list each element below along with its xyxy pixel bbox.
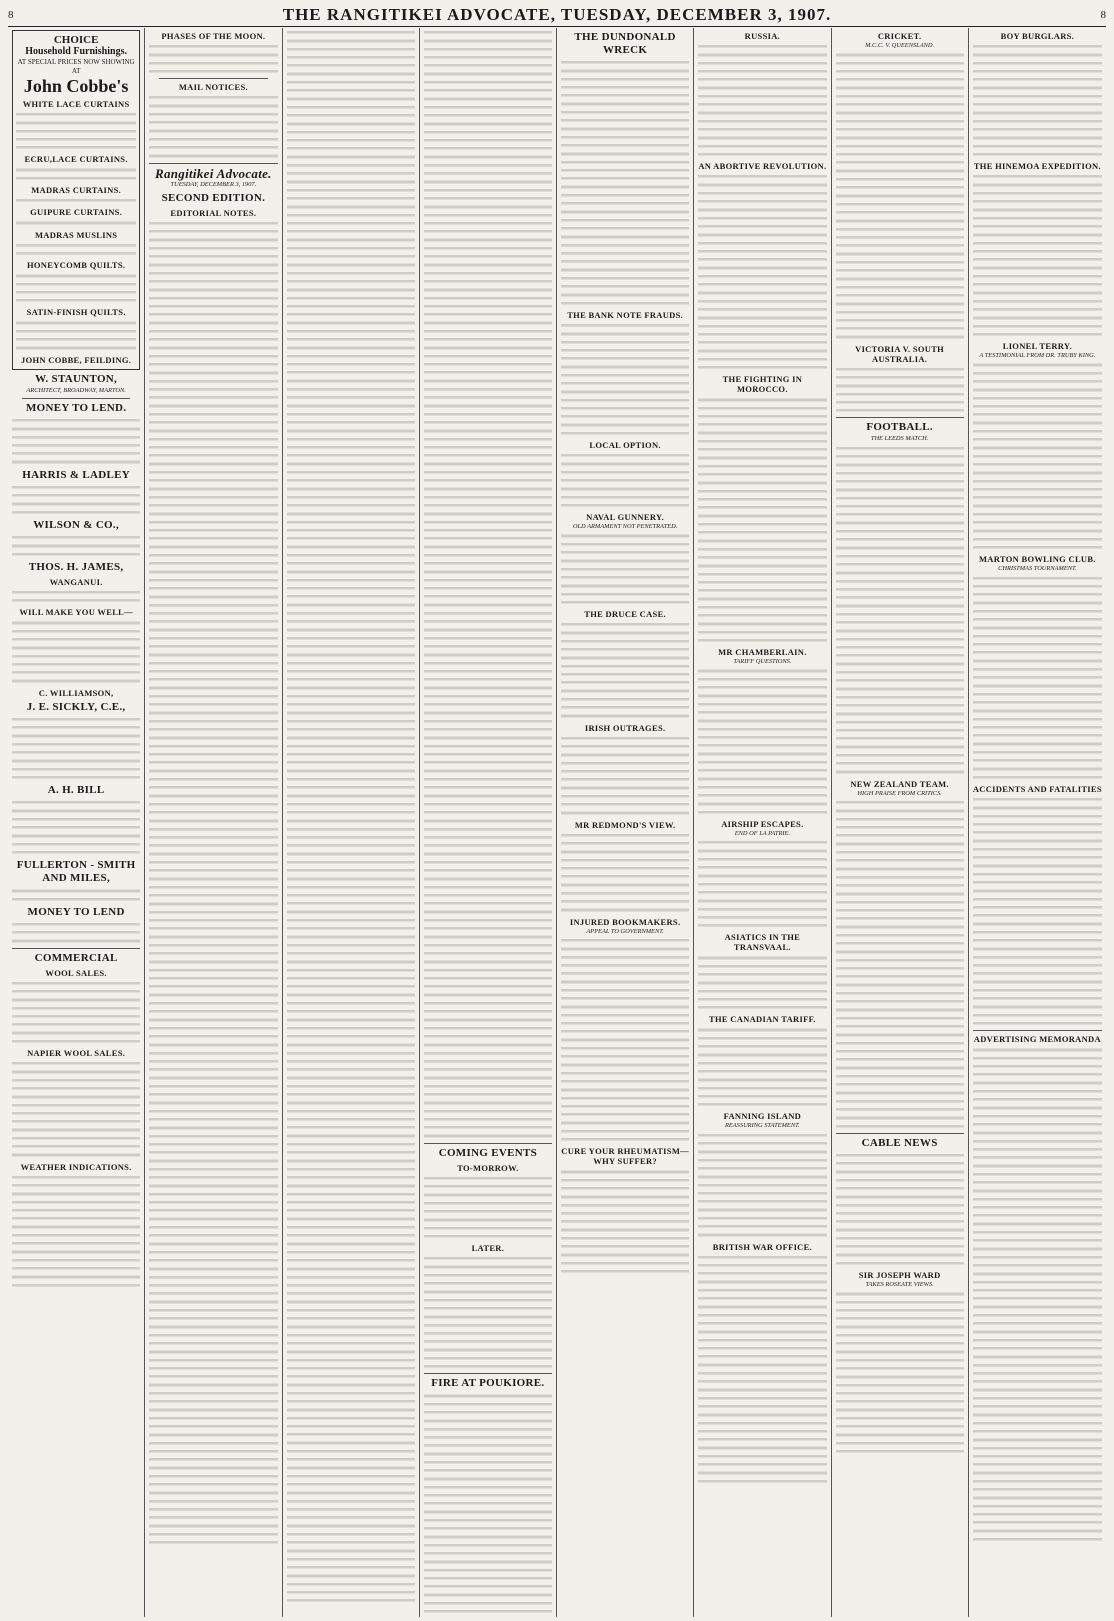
williamson-heading: C. WILLIAMSON, bbox=[38, 687, 114, 698]
wool-text bbox=[12, 979, 140, 1045]
lace-text bbox=[16, 110, 136, 151]
divider bbox=[424, 1373, 552, 1374]
madras-text bbox=[16, 196, 136, 204]
wool-heading: WOOL SALES. bbox=[45, 967, 107, 978]
later-heading: LATER. bbox=[471, 1243, 505, 1254]
harris-heading: HARRIS & LADLEY bbox=[22, 468, 131, 481]
divider bbox=[22, 398, 130, 399]
tomorrow-heading: TO-MORROW. bbox=[457, 1162, 519, 1173]
irish-text bbox=[561, 734, 689, 817]
cable-text bbox=[836, 1151, 964, 1267]
divider bbox=[12, 948, 140, 949]
airship-heading: AIRSHIP ESCAPES. bbox=[721, 818, 804, 829]
page-number-right: 8 bbox=[1100, 9, 1106, 21]
advertising-text bbox=[973, 1045, 1102, 1543]
mcc-sub: M.C.C. V. QUEENSLAND. bbox=[865, 42, 935, 49]
divider bbox=[149, 163, 277, 164]
fanning-text bbox=[698, 1131, 826, 1239]
russia-text bbox=[698, 42, 826, 158]
morocco-heading: THE FIGHTING IN MOROCCO. bbox=[722, 374, 803, 395]
moon-heading: PHASES OF THE MOON. bbox=[161, 31, 266, 41]
divider bbox=[836, 417, 964, 418]
money2-heading: MONEY TO LEND bbox=[27, 905, 125, 918]
asiatics-text bbox=[698, 953, 826, 1011]
sickly-heading: J. E. SICKLY, C.E., bbox=[26, 700, 126, 713]
russia-heading: RUSSIA. bbox=[744, 31, 781, 41]
money-text bbox=[12, 416, 140, 466]
column-3 bbox=[283, 28, 420, 1617]
page-number-left: 8 bbox=[8, 9, 14, 21]
druce-heading: THE DRUCE CASE. bbox=[584, 609, 666, 620]
canadian-heading: THE CANADIAN TARIFF. bbox=[709, 1014, 816, 1025]
weather-heading: WEATHER INDICATIONS. bbox=[20, 1161, 132, 1172]
boy-heading: BOY BURGLARS. bbox=[1000, 31, 1075, 41]
column-6 bbox=[694, 28, 831, 1617]
second-edition: SECOND EDITION. bbox=[161, 191, 266, 204]
wanganui-heading: WANGANUI. bbox=[49, 576, 103, 587]
naval-text bbox=[561, 531, 689, 606]
reassuring-sub: REASSURING STATEMENT. bbox=[724, 1122, 800, 1130]
satin-text bbox=[16, 318, 136, 351]
paper-name: Rangitikei Advocate. bbox=[155, 165, 272, 181]
advertising-heading: ADVERTISING MEMORANDA bbox=[973, 1034, 1101, 1045]
ad-satin: SATIN-FINISH QUILTS. bbox=[26, 307, 126, 318]
muslins-text bbox=[16, 241, 136, 258]
hinemoa-text bbox=[973, 172, 1102, 338]
divider bbox=[973, 1030, 1102, 1031]
testimonial-sub: A TESTIMONIAL FROM DR. TRUBY KING. bbox=[979, 352, 1096, 360]
lionel-text bbox=[973, 360, 1102, 551]
ad-muslins: MADRAS MUSLINS bbox=[34, 229, 118, 240]
cough-heading: CURE YOUR RHEUMATISM—WHY SUFFER? bbox=[561, 1146, 689, 1167]
cough-text bbox=[561, 1167, 689, 1275]
dundonald-heading: THE DUNDONALD WRECK bbox=[574, 31, 676, 56]
druce-text bbox=[561, 620, 689, 720]
column-4-text-top bbox=[424, 28, 552, 1140]
sickly-text bbox=[12, 715, 140, 781]
staunton-sub: ARCHITECT, BROADWAY, MARTON. bbox=[26, 386, 126, 394]
nz-heading: NEW ZEALAND TEAM. bbox=[850, 778, 949, 789]
local-heading: LOCAL OPTION. bbox=[589, 440, 661, 451]
tomorrow-text bbox=[424, 1174, 552, 1240]
money2-text bbox=[12, 920, 140, 945]
harris-text bbox=[12, 483, 140, 516]
local-text bbox=[561, 451, 689, 509]
banknote-heading: THE BANK NOTE FRAUDS. bbox=[567, 309, 684, 320]
column-3-text bbox=[287, 28, 415, 1604]
column-5 bbox=[557, 28, 694, 1617]
accidents-text bbox=[973, 795, 1102, 1027]
wilson-heading: WILSON & CO., bbox=[33, 518, 120, 531]
lionel-heading: LIONEL TERRY. bbox=[1002, 341, 1073, 352]
staunton-heading: W. STAUNTON, bbox=[35, 372, 118, 385]
football-text bbox=[836, 444, 964, 776]
cricket-heading: CRICKET. bbox=[877, 31, 922, 41]
bowling-heading: MARTON BOWLING CLUB. bbox=[978, 554, 1096, 565]
redmond-text bbox=[561, 831, 689, 914]
ad-choice: CHOICE bbox=[53, 34, 99, 46]
james-text bbox=[12, 588, 140, 605]
banknote-text bbox=[561, 321, 689, 437]
sir-joseph-heading: SIR JOSEPH WARD bbox=[858, 1269, 941, 1280]
ad-special: AT SPECIAL PRICES NOW SHOWING AT bbox=[17, 58, 135, 75]
chamberlain-heading: MR CHAMBERLAIN. bbox=[718, 647, 807, 658]
naval-sub: OLD ARMAMENT NOT PENETRATED. bbox=[572, 523, 678, 531]
make-well-text bbox=[12, 618, 140, 684]
ad-ecru: ECRU,LACE CURTAINS. bbox=[24, 154, 128, 165]
column-4 bbox=[420, 28, 557, 1617]
coming-events-heading: COMING EVENTS bbox=[438, 1146, 538, 1159]
christmas-sub: CHRISTMAS TOURNAMENT. bbox=[998, 565, 1077, 573]
dundonald-text bbox=[561, 58, 689, 307]
columns bbox=[8, 28, 1106, 1617]
ad-lace: WHITE LACE CURTAINS bbox=[22, 99, 130, 109]
sir-joseph-text bbox=[836, 1289, 964, 1455]
boy-text bbox=[973, 42, 1102, 158]
fanning-heading: FANNING ISLAND bbox=[723, 1111, 802, 1122]
fullerton-text bbox=[12, 886, 140, 903]
redmond-heading: MR REDMOND'S VIEW. bbox=[574, 819, 676, 830]
injured-text bbox=[561, 936, 689, 1143]
appeal-sub: APPEAL TO GOVERNMENT. bbox=[586, 927, 664, 935]
naval-heading: NAVAL GUNNERY. bbox=[586, 512, 665, 523]
honeycomb-text bbox=[16, 271, 136, 304]
abortive-heading: AN ABORTIVE REVOLUTION. bbox=[698, 161, 827, 172]
paper-date: TUESDAY, DECEMBER 3, 1907. bbox=[170, 180, 257, 188]
football-heading: FOOTBALL. bbox=[866, 421, 933, 434]
mail-text bbox=[149, 93, 277, 159]
ecru-text bbox=[16, 165, 136, 182]
canadian-text bbox=[698, 1025, 826, 1108]
ad-madras: MADRAS CURTAINS. bbox=[31, 185, 122, 196]
cricket-text bbox=[836, 50, 964, 340]
tariff-sub: TARIFF QUESTIONS. bbox=[733, 658, 792, 666]
fire-text bbox=[424, 1391, 552, 1617]
column-7 bbox=[832, 28, 969, 1617]
ad-guipure: GUIPURE CURTAINS. bbox=[30, 207, 123, 218]
hinemoa-heading: THE HINEMOA EXPEDITION. bbox=[973, 161, 1101, 172]
moon-table bbox=[149, 42, 277, 75]
high-sub: HIGH PRAISE FROM CRITICS. bbox=[857, 789, 942, 797]
divider bbox=[159, 78, 267, 79]
abortive-text bbox=[698, 172, 826, 371]
chamberlain-text bbox=[698, 666, 826, 815]
victoria-text bbox=[836, 365, 964, 415]
guipure-text bbox=[16, 218, 136, 226]
james-heading: THOS. H. JAMES, bbox=[28, 560, 124, 573]
column-1 bbox=[8, 28, 145, 1617]
commercial-heading: COMMERCIAL bbox=[34, 951, 118, 964]
napier-heading: NAPIER WOOL SALES. bbox=[27, 1048, 126, 1059]
column-2 bbox=[145, 28, 282, 1617]
money-heading: MONEY TO LEND. bbox=[25, 401, 127, 414]
bowling-text bbox=[973, 574, 1102, 781]
ad-cobbe: John Cobbe's bbox=[23, 76, 129, 96]
weather-text bbox=[12, 1173, 140, 1289]
ad-sign: JOHN COBBE, FEILDING. bbox=[21, 354, 132, 365]
victoria-heading: VICTORIA V. SOUTH AUSTRALIA. bbox=[855, 343, 945, 364]
ad-honeycomb: HONEYCOMB QUILTS. bbox=[26, 260, 126, 271]
later-text bbox=[424, 1254, 552, 1370]
column-8 bbox=[969, 28, 1106, 1617]
masthead-title: THE RANGITIKEI ADVOCATE, TUESDAY, DECEMBER 3, 1907. bbox=[282, 5, 832, 24]
cable-heading: CABLE NEWS bbox=[861, 1136, 938, 1149]
ad-household: Household Furnishings. bbox=[25, 46, 127, 57]
airship-text bbox=[698, 838, 826, 929]
divider bbox=[424, 1143, 552, 1144]
irish-heading: IRISH OUTRAGES. bbox=[584, 722, 666, 733]
leeds-sub: THE LEEDS MATCH. bbox=[870, 435, 929, 443]
editorial-text bbox=[149, 219, 277, 1547]
injured-heading: INJURED BOOKMAKERS. bbox=[569, 916, 681, 927]
editorial-heading: EDITORIAL NOTES. bbox=[170, 207, 257, 218]
bill-heading: A. H. BILL bbox=[47, 784, 105, 797]
napier-text bbox=[12, 1059, 140, 1159]
fullerton-heading: FULLERTON - SMITH AND MILES, bbox=[16, 859, 136, 885]
morocco-text bbox=[698, 395, 826, 644]
british-heading: BRITISH WAR OFFICE. bbox=[712, 1241, 813, 1252]
wilson-text bbox=[12, 533, 140, 558]
fire-heading: FIRE AT POUKIORE. bbox=[431, 1377, 545, 1390]
cobbe-advertisement bbox=[12, 30, 140, 370]
nz-text bbox=[836, 798, 964, 1130]
bill-text bbox=[12, 798, 140, 856]
british-text bbox=[698, 1253, 826, 1485]
mail-heading: MAIL NOTICES. bbox=[178, 82, 248, 93]
asiatics-heading: ASIATICS IN THE TRANSVAAL. bbox=[724, 932, 801, 953]
accidents-heading: ACCIDENTS AND FATALITIES bbox=[972, 783, 1102, 794]
divider bbox=[836, 1133, 964, 1134]
make-well-heading: WILL MAKE YOU WELL— bbox=[19, 607, 133, 618]
rosebery-sub: TAKES ROSEATE VIEWS. bbox=[865, 1280, 934, 1288]
masthead bbox=[8, 4, 1106, 27]
patrie-sub: END OF LA PATRIE. bbox=[734, 829, 791, 837]
